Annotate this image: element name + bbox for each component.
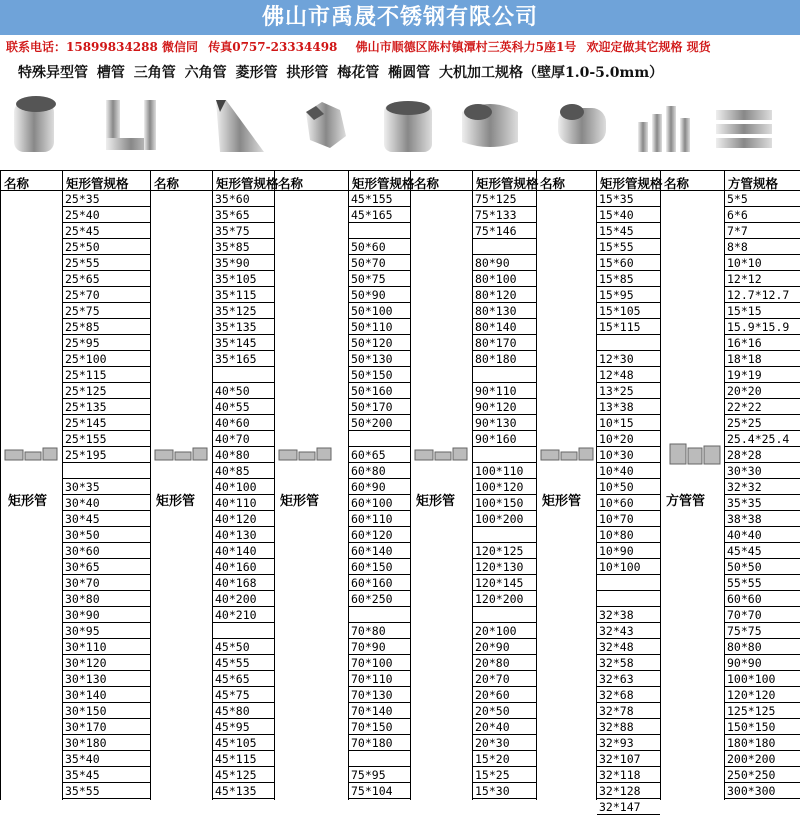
spec-cell: [349, 223, 410, 239]
spec-cell: 40*130: [213, 527, 274, 543]
spec-cell: 70*130: [349, 687, 410, 703]
spec-cell: 45*135: [213, 783, 274, 799]
spec-cell: 70*150: [349, 719, 410, 735]
product-type: 梅花管: [337, 65, 380, 81]
spec-cell: 45*65: [213, 671, 274, 687]
contact-address: 佛山市顺德区陈村镇潭村三英科力5座1号: [355, 40, 577, 54]
spec-cell: 25*65: [63, 271, 150, 287]
spec-cell: 25*125: [63, 383, 150, 399]
column-divider: [150, 170, 151, 800]
diamond-tube-image: [376, 92, 440, 158]
spec-cell: 15*60: [597, 255, 660, 271]
spec-cell: 40*110: [213, 495, 274, 511]
spec-cell: 30*120: [63, 655, 150, 671]
column-divider: [536, 170, 537, 800]
spec-cell: 25.4*25.4: [725, 431, 800, 447]
contact-note: 欢迎定做其它规格 现货: [586, 40, 711, 54]
column-header-spec: 矩形管规格: [352, 176, 415, 191]
spec-cell: 70*180: [349, 735, 410, 751]
spec-cell: 20*70: [473, 671, 536, 687]
spec-cell: 15*55: [597, 239, 660, 255]
spec-cell: 50*50: [725, 559, 800, 575]
spec-cell: 60*110: [349, 511, 410, 527]
spec-cell: 300*300: [725, 783, 800, 799]
spec-cell: 10*15: [597, 415, 660, 431]
spec-cell: 8*8: [725, 239, 800, 255]
spec-cell: 20*30: [473, 735, 536, 751]
spec-cell: 10*90: [597, 543, 660, 559]
spec-cell: 50*160: [349, 383, 410, 399]
group-name: 矩形管: [156, 494, 196, 509]
spec-cell: 120*120: [725, 687, 800, 703]
spec-cell: 15*20: [473, 751, 536, 767]
spec-cell: 25*40: [63, 207, 150, 223]
spec-cell: 75*146: [473, 223, 536, 239]
spec-cell: 32*88: [597, 719, 660, 735]
spec-cell: 100*100: [725, 671, 800, 687]
spec-cell: 32*93: [597, 735, 660, 751]
group-name: 矩形管: [280, 494, 320, 509]
spec-cell: 30*80: [63, 591, 150, 607]
spec-cell: 15*30: [473, 783, 536, 799]
product-type: 特殊异型管: [18, 65, 88, 81]
spec-cell: 40*80: [213, 447, 274, 463]
spec-cell: 32*48: [597, 639, 660, 655]
spec-cell: 32*32: [725, 479, 800, 495]
spec-cell: 45*125: [213, 767, 274, 783]
spec-cell: 60*100: [349, 495, 410, 511]
spec-cell: 100*110: [473, 463, 536, 479]
spec-table: [0, 170, 800, 814]
spec-cell: 15*105: [597, 303, 660, 319]
spec-cell: 25*55: [63, 255, 150, 271]
spec-cell: 35*75: [213, 223, 274, 239]
spec-cell: 55*55: [725, 575, 800, 591]
spec-cell: 40*100: [213, 479, 274, 495]
spec-cell: 32*58: [597, 655, 660, 671]
spec-cell: 15*95: [597, 287, 660, 303]
spec-cell: 40*60: [213, 415, 274, 431]
spec-cell: 75*133: [473, 207, 536, 223]
spec-cell: 40*85: [213, 463, 274, 479]
spec-cell: 35*135: [213, 319, 274, 335]
spec-cell: 20*40: [473, 719, 536, 735]
spec-cell: 45*75: [213, 687, 274, 703]
spec-cell: 90*110: [473, 383, 536, 399]
spec-cell: 50*200: [349, 415, 410, 431]
spec-cell: 50*60: [349, 239, 410, 255]
spec-cell: 10*20: [597, 431, 660, 447]
spec-cell: 22*22: [725, 399, 800, 415]
spec-cell: 70*100: [349, 655, 410, 671]
spec-cell: [63, 463, 150, 479]
spec-cell: 25*100: [63, 351, 150, 367]
spec-cell: 60*120: [349, 527, 410, 543]
group-name: 方管管: [666, 494, 706, 509]
spec-cell: 30*45: [63, 511, 150, 527]
channel-tube-image: [100, 92, 164, 158]
spec-cell: 25*115: [63, 367, 150, 383]
spec-cell: 30*95: [63, 623, 150, 639]
spec-cell: 60*150: [349, 559, 410, 575]
spec-cell: 80*80: [725, 639, 800, 655]
spec-cell: 125*125: [725, 703, 800, 719]
spec-cell: 40*50: [213, 383, 274, 399]
spec-cell: [213, 623, 274, 639]
spec-cell: 40*160: [213, 559, 274, 575]
spec-cell: 30*60: [63, 543, 150, 559]
spec-cell: 32*107: [597, 751, 660, 767]
spec-cell: 75*104: [349, 783, 410, 799]
spec-cell: 35*115: [213, 287, 274, 303]
spec-cell: 80*140: [473, 319, 536, 335]
spec-cell: 70*140: [349, 703, 410, 719]
spec-cell: 45*155: [349, 191, 410, 207]
spec-cell: 35*145: [213, 335, 274, 351]
spec-cell: 35*65: [213, 207, 274, 223]
oval-tube-image: [632, 92, 696, 158]
spec-cell: 20*20: [725, 383, 800, 399]
square-tube-icon: [666, 442, 722, 466]
spec-cell: 80*90: [473, 255, 536, 271]
spec-cell: 40*140: [213, 543, 274, 559]
spec-cell: [473, 239, 536, 255]
spec-cell: [597, 335, 660, 351]
spec-cell: 12*30: [597, 351, 660, 367]
spec-cell: 45*105: [213, 735, 274, 751]
spec-cell: [349, 431, 410, 447]
spec-cell: 25*135: [63, 399, 150, 415]
spec-cell: 15*40: [597, 207, 660, 223]
spec-cell: [473, 527, 536, 543]
spec-cell: 20*90: [473, 639, 536, 655]
spec-cell: 60*90: [349, 479, 410, 495]
product-type: 菱形管: [235, 65, 278, 81]
spec-cell: 40*40: [725, 527, 800, 543]
contact-phone: 联系电话：15899834288 微信同: [6, 40, 199, 54]
spec-cell: 120*125: [473, 543, 536, 559]
spec-cell: 25*145: [63, 415, 150, 431]
spec-cell: 80*170: [473, 335, 536, 351]
spec-cell: 40*210: [213, 607, 274, 623]
spec-cell: 60*250: [349, 591, 410, 607]
spec-cell: 35*35: [725, 495, 800, 511]
spec-cell: 35*125: [213, 303, 274, 319]
rect-tube-icon: [153, 442, 209, 466]
spec-cell: 32*78: [597, 703, 660, 719]
spec-cell: 32*38: [597, 607, 660, 623]
table-top-line: [0, 170, 800, 171]
product-type: 六角管: [184, 65, 227, 81]
spec-cell: 12*48: [597, 367, 660, 383]
spec-cell: 90*120: [473, 399, 536, 415]
spec-cell: 25*25: [725, 415, 800, 431]
contact-fax: 传真0757-23334498: [208, 40, 338, 54]
spec-cell: 35*55: [63, 783, 150, 799]
spec-cell: 15.9*15.9: [725, 319, 800, 335]
spec-cell: 45*165: [349, 207, 410, 223]
spec-cell: 16*16: [725, 335, 800, 351]
spec-cell: [597, 591, 660, 607]
spec-cell: 75*75: [725, 623, 800, 639]
spec-cell: 38*38: [725, 511, 800, 527]
spec-cell: [349, 607, 410, 623]
spec-cell: 32*68: [597, 687, 660, 703]
spec-cell: 40*55: [213, 399, 274, 415]
spec-cell: 30*30: [725, 463, 800, 479]
spec-cell: 25*75: [63, 303, 150, 319]
spec-cell: 50*150: [349, 367, 410, 383]
spec-cell: 25*155: [63, 431, 150, 447]
spec-cell: 50*90: [349, 287, 410, 303]
spec-cell: 12.7*12.7: [725, 287, 800, 303]
spec-cell: 75*95: [349, 767, 410, 783]
spec-cell: 20*60: [473, 687, 536, 703]
column-header-spec: 矩形管规格: [66, 176, 129, 191]
spec-cell: 250*250: [725, 767, 800, 783]
spec-cell: 45*115: [213, 751, 274, 767]
spec-cell: 30*50: [63, 527, 150, 543]
spec-cell: 45*95: [213, 719, 274, 735]
spec-cell: 35*165: [213, 351, 274, 367]
spec-cell: 25*195: [63, 447, 150, 463]
spec-cell: 15*25: [473, 767, 536, 783]
spec-cell: 7*7: [725, 223, 800, 239]
spec-cell: 70*90: [349, 639, 410, 655]
spec-cell: 32*63: [597, 671, 660, 687]
spec-cell: 25*45: [63, 223, 150, 239]
spec-cell: 75*125: [473, 191, 536, 207]
spec-cell: 45*45: [725, 543, 800, 559]
spec-cell: 5*5: [725, 191, 800, 207]
column-header-spec: 矩形管规格: [600, 176, 663, 191]
spec-cell: 80*130: [473, 303, 536, 319]
rect-tube-icon: [539, 442, 595, 466]
spec-cell: 10*60: [597, 495, 660, 511]
spec-cell: 13*38: [597, 399, 660, 415]
spec-cell: [597, 575, 660, 591]
spec-cell: 90*160: [473, 431, 536, 447]
column-divider: [0, 170, 1, 800]
spec-cell: 28*28: [725, 447, 800, 463]
spec-cell: 50*130: [349, 351, 410, 367]
spec-cell: 30*90: [63, 607, 150, 623]
spec-cell: 15*15: [725, 303, 800, 319]
company-title: 佛山市禹晟不锈钢有限公司: [0, 0, 800, 35]
spec-cell: 30*170: [63, 719, 150, 735]
column-header-spec: 矩形管规格: [216, 176, 279, 191]
column-divider: [660, 170, 661, 800]
spec-cell: 10*30: [597, 447, 660, 463]
spec-cell: 80*100: [473, 271, 536, 287]
spec-cell: 15*85: [597, 271, 660, 287]
spec-cell: 70*80: [349, 623, 410, 639]
spec-cell: 32*147: [597, 799, 660, 815]
spec-cell: 15*35: [597, 191, 660, 207]
spec-cell: 35*105: [213, 271, 274, 287]
spec-cell: 35*85: [213, 239, 274, 255]
spec-cell: 10*70: [597, 511, 660, 527]
spec-cell: 10*100: [597, 559, 660, 575]
spec-cell: 150*150: [725, 719, 800, 735]
spec-cell: 90*130: [473, 415, 536, 431]
rect-tube-icon: [413, 442, 469, 466]
column-header-name: 名称: [4, 176, 30, 191]
spec-cell: 120*130: [473, 559, 536, 575]
column-header-spec: 矩形管规格: [476, 176, 539, 191]
spec-cell: 30*35: [63, 479, 150, 495]
column-header-name: 名称: [278, 176, 304, 191]
spec-cell: 35*90: [213, 255, 274, 271]
spec-cell: 30*70: [63, 575, 150, 591]
spec-cell: 25*85: [63, 319, 150, 335]
spec-cell: 50*110: [349, 319, 410, 335]
spec-cell: 180*180: [725, 735, 800, 751]
product-types-line: [0, 60, 800, 86]
column-divider: [274, 170, 275, 800]
machined-tube-image: [712, 92, 776, 158]
contact-line: [0, 36, 800, 58]
spec-cell: 35*45: [63, 767, 150, 783]
spec-cell: 45*80: [213, 703, 274, 719]
spec-cell: 25*35: [63, 191, 150, 207]
spec-cell: 50*70: [349, 255, 410, 271]
spec-cell: 80*120: [473, 287, 536, 303]
product-type: 拱形管: [286, 65, 329, 81]
triangle-tube-image: [206, 92, 270, 158]
spec-cell: 30*40: [63, 495, 150, 511]
spec-cell: 40*168: [213, 575, 274, 591]
arch-tube-image: [458, 92, 522, 158]
spec-cell: 200*200: [725, 751, 800, 767]
plum-tube-image: [550, 92, 614, 158]
spec-cell: 10*50: [597, 479, 660, 495]
spec-cell: 10*80: [597, 527, 660, 543]
special-tube-image: [6, 92, 70, 158]
spec-cell: 70*110: [349, 671, 410, 687]
spec-cell: 25*50: [63, 239, 150, 255]
spec-cell: 25*95: [63, 335, 150, 351]
spec-cell: 120*145: [473, 575, 536, 591]
spec-cell: 13*25: [597, 383, 660, 399]
spec-cell: 19*19: [725, 367, 800, 383]
spec-cell: 40*120: [213, 511, 274, 527]
spec-cell: 45*50: [213, 639, 274, 655]
spec-cell: 35*60: [213, 191, 274, 207]
rect-tube-icon: [3, 442, 59, 466]
product-type: 槽管: [96, 65, 125, 81]
spec-cell: 10*10: [725, 255, 800, 271]
spec-cell: 100*120: [473, 479, 536, 495]
spec-cell: [473, 367, 536, 383]
product-type: 大机加工规格（壁厚1.0-5.0mm）: [439, 65, 664, 81]
spec-cell: [473, 447, 536, 463]
spec-cell: 50*120: [349, 335, 410, 351]
spec-cell: 50*100: [349, 303, 410, 319]
spec-cell: 90*90: [725, 655, 800, 671]
spec-cell: [213, 367, 274, 383]
spec-cell: 30*65: [63, 559, 150, 575]
spec-cell: 50*75: [349, 271, 410, 287]
group-name: 矩形管: [542, 494, 582, 509]
spec-cell: 80*180: [473, 351, 536, 367]
column-header-spec: 方管规格: [728, 176, 779, 191]
column-header-name: 名称: [540, 176, 566, 191]
spec-cell: 15*45: [597, 223, 660, 239]
column-divider: [410, 170, 411, 800]
spec-cell: 12*12: [725, 271, 800, 287]
spec-cell: 70*70: [725, 607, 800, 623]
spec-cell: 10*40: [597, 463, 660, 479]
product-photo-strip: [0, 86, 800, 168]
spec-cell: 30*130: [63, 671, 150, 687]
group-name: 矩形管: [416, 494, 456, 509]
spec-cell: 40*70: [213, 431, 274, 447]
spec-cell: 100*150: [473, 495, 536, 511]
spec-cell: 6*6: [725, 207, 800, 223]
spec-cell: 32*128: [597, 783, 660, 799]
product-type: 三角管: [133, 65, 176, 81]
spec-cell: 45*55: [213, 655, 274, 671]
spec-cell: 60*140: [349, 543, 410, 559]
column-header-name: 名称: [414, 176, 440, 191]
spec-cell: 18*18: [725, 351, 800, 367]
rect-tube-icon: [277, 442, 333, 466]
spec-cell: 100*200: [473, 511, 536, 527]
spec-cell: [473, 607, 536, 623]
column-header-name: 名称: [154, 176, 180, 191]
spec-cell: 32*43: [597, 623, 660, 639]
spec-cell: 20*100: [473, 623, 536, 639]
product-type: 椭圆管: [388, 65, 431, 81]
spec-cell: [349, 751, 410, 767]
group-name: 矩形管: [8, 494, 48, 509]
spec-cell: 60*65: [349, 447, 410, 463]
spec-cell: 60*80: [349, 463, 410, 479]
spec-cell: 30*140: [63, 687, 150, 703]
spec-cell: 30*110: [63, 639, 150, 655]
spec-cell: 35*40: [63, 751, 150, 767]
hexagon-tube-image: [290, 92, 354, 158]
spec-cell: 50*170: [349, 399, 410, 415]
spec-cell: 40*200: [213, 591, 274, 607]
spec-cell: 32*118: [597, 767, 660, 783]
column-header-name: 名称: [664, 176, 690, 191]
spec-cell: 60*60: [725, 591, 800, 607]
spec-cell: 20*80: [473, 655, 536, 671]
spec-cell: 25*70: [63, 287, 150, 303]
spec-cell: 30*150: [63, 703, 150, 719]
spec-cell: 20*50: [473, 703, 536, 719]
spec-cell: 60*160: [349, 575, 410, 591]
spec-cell: 30*180: [63, 735, 150, 751]
spec-cell: 15*115: [597, 319, 660, 335]
spec-cell: 120*200: [473, 591, 536, 607]
